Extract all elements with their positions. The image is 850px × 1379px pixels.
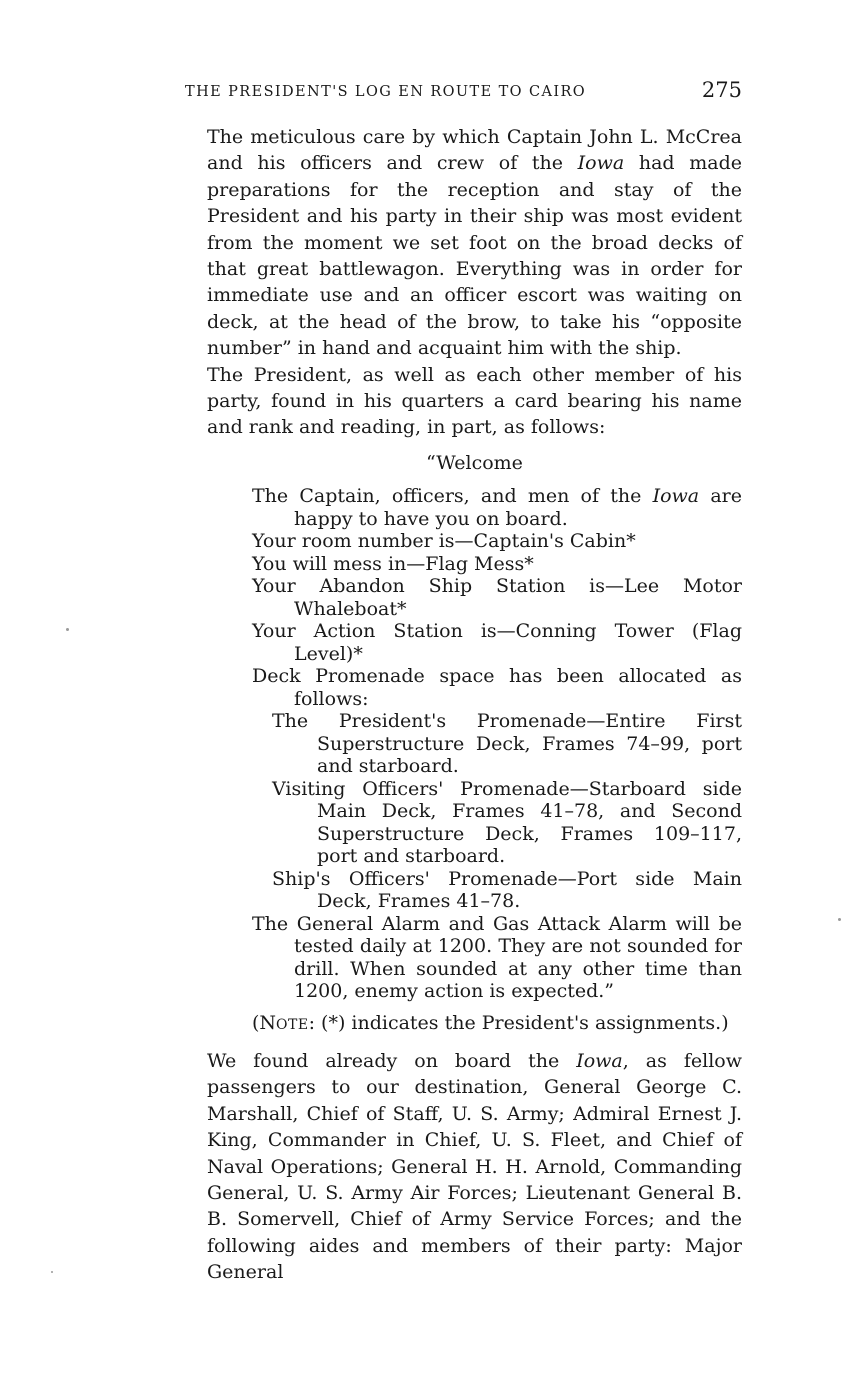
outro-text-start: We found already on board the	[207, 1050, 577, 1072]
outro-paragraph	[207, 1048, 742, 1286]
note-label: OTE	[276, 1016, 309, 1033]
intro-section	[207, 124, 742, 441]
running-head: THE PRESIDENT'S LOG EN ROUTE TO CAIRO	[185, 84, 587, 100]
page-header	[185, 78, 742, 108]
greeting-end: are happy to have you on board.	[294, 485, 742, 530]
intro-paragraph-2: The President, as well as each other member of his party, found in his quarters a card bearing his name and rank and reading, in part, as follows:	[207, 363, 742, 439]
card-note	[252, 1012, 742, 1037]
greeting-start: The Captain, officers, and men of the	[252, 485, 653, 507]
promenade-ships-officers: Ship's Officers' Promenade—Port side Main Deck, Frames 41–78.	[272, 867, 742, 912]
card-line-abandon-ship: Your Abandon Ship Station is—Lee Motor Whaleboat*	[252, 575, 742, 620]
ship-name: Iowa	[576, 1050, 623, 1072]
card-line-room: Your room number is—Captain's Cabin*	[252, 530, 636, 552]
intro-text-end: had made preparations for the reception and stay of the President and his party in their ship was most evident from the moment we set foot on the broad decks of that great battlewagon. Everything was in order for immediate use and an officer escort was waiting on deck, at the head of the brow, to take his “opposite number” in hand and acquaint him with the ship.	[207, 152, 742, 360]
card-line-alarm: The General Alarm and Gas Attack Alarm will be tested daily at 1200. They are not sounded for drill. When sounded at any other time than 1200, enemy action is expected.”	[252, 912, 742, 1002]
note-text: : (*) indicates the President's assignments.)	[308, 1011, 729, 1034]
scan-speck	[51, 1271, 53, 1273]
card-line-action-station: Your Action Station is—Conning Tower (Flag Level)*	[252, 620, 742, 665]
page-number: 275	[701, 78, 742, 102]
scan-speck	[838, 918, 841, 921]
welcome-card-text	[252, 485, 742, 1036]
card-line-mess: You will mess in—Flag Mess*	[252, 552, 534, 575]
card-line-greeting	[252, 485, 742, 530]
intro-paragraph-1	[207, 124, 742, 362]
promenade-president: The President's Promenade—Entire First Superstructure Deck, Frames 74–99, port and starboard.	[272, 710, 742, 777]
ship-name: Iowa	[652, 485, 700, 507]
outro-section	[207, 1048, 742, 1286]
ship-name: Iowa	[577, 152, 625, 175]
card-line-promenade-intro: Deck Promenade space has been allocated as follows:	[252, 665, 742, 710]
outro-text-end: , as fellow passengers to our destination, General George C. Marshall, Chief of Staff, U. S. Army; Admiral Ernest J. King, Commander in Chief, U. S. Fleet, and Chief of Naval Operations; General H. H. Arnold, Commanding General, U. S. Army Air Forces; Lieutenant General B. B. Somervell, Chief of Army Service Forces; and the following aides and members of their party: Major General	[207, 1050, 742, 1284]
welcome-heading: “Welcome	[426, 452, 523, 474]
intro-text-start: The meticulous care by which Captain John L. McCrea and his officers and crew of the	[207, 126, 742, 175]
scan-speck	[66, 628, 69, 631]
note-open: (N	[252, 1011, 277, 1034]
promenade-visiting-officers: Visiting Officers' Promenade—Starboard side Main Deck, Frames 41–78, and Second Superstructure Deck, Frames 109–117, port and starboard.	[272, 777, 742, 867]
